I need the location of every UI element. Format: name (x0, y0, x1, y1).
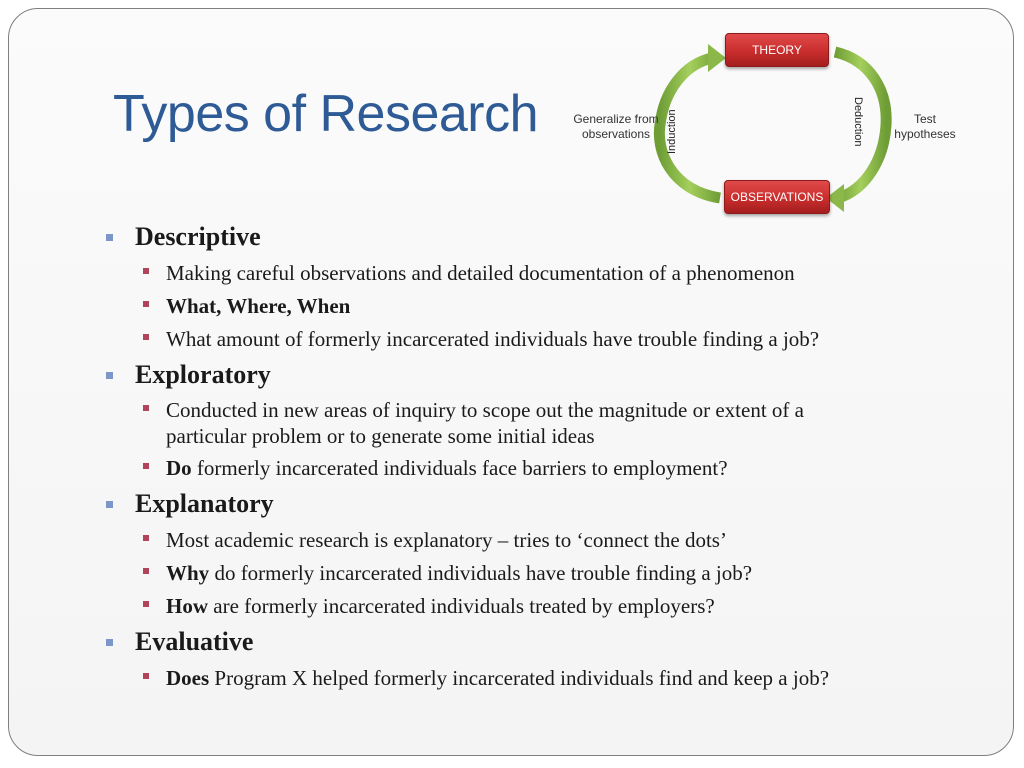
sub-item (166, 293, 350, 319)
section-heading-exploratory: Exploratory (135, 360, 271, 389)
generalize-caption: Generalize from observations (573, 112, 659, 141)
induction-label: Induction (666, 109, 678, 154)
test-hypotheses-caption: Test hypotheses (894, 112, 956, 141)
sub-item (166, 326, 819, 352)
bullet-marker (106, 501, 113, 508)
sub-item-bold: Does (166, 666, 210, 690)
sub-bullet-marker (143, 673, 149, 679)
sub-item-text: Conducted in new areas of inquiry to scope out the magnitude or extent of a (166, 398, 804, 422)
sub-item-bold: Do (166, 456, 192, 480)
section-heading-descriptive: Descriptive (135, 222, 261, 251)
sub-item (166, 665, 829, 691)
sub-item (166, 455, 728, 481)
section-heading-explanatory: Explanatory (135, 489, 274, 518)
sub-bullet-marker (143, 601, 149, 607)
sub-bullet-marker (143, 463, 149, 469)
sub-item-continuation (166, 423, 595, 449)
sub-item-text: do formerly incarcerated individuals have trouble finding a job? (209, 561, 753, 585)
sub-item (166, 397, 804, 423)
sub-item (166, 527, 727, 553)
section-heading-evaluative: Evaluative (135, 627, 254, 656)
sub-item-text: What amount of formerly incarcerated individuals have trouble finding a job? (166, 327, 820, 351)
sub-item-text: Program X helped formerly incarcerated individuals find and keep a job? (209, 666, 830, 690)
sub-bullet-marker (143, 535, 149, 541)
sub-item-text: particular problem or to generate some initial ideas (166, 424, 595, 448)
bullet-marker (106, 639, 113, 646)
sub-item-text: formerly incarcerated individuals face barriers to employment? (191, 456, 728, 480)
sub-item-text: Making careful observations and detailed documentation of a phenomenon (166, 261, 795, 285)
sub-bullet-marker (143, 334, 149, 340)
bullet-marker (106, 234, 113, 241)
slide-title: Types of Research (113, 85, 539, 143)
sub-item-bold: How (166, 594, 208, 618)
sub-item (166, 560, 752, 586)
sub-item (166, 593, 715, 619)
sub-item-bold: What, Where, When (166, 294, 351, 318)
sub-bullet-marker (143, 301, 149, 307)
sub-item-text: Most academic research is explanatory – tries to ‘connect the dots’ (166, 528, 727, 552)
sub-bullet-marker (143, 268, 149, 274)
observations-box: OBSERVATIONS (724, 180, 830, 214)
sub-item-bold: Why (166, 561, 210, 585)
sub-bullet-marker (143, 405, 149, 411)
deduction-label: Deduction (852, 97, 864, 147)
bullet-marker (106, 372, 113, 379)
sub-item (166, 260, 795, 286)
theory-box: THEORY (725, 33, 829, 67)
sub-item-text: are formerly incarcerated individuals treated by employers? (208, 594, 715, 618)
sub-bullet-marker (143, 568, 149, 574)
